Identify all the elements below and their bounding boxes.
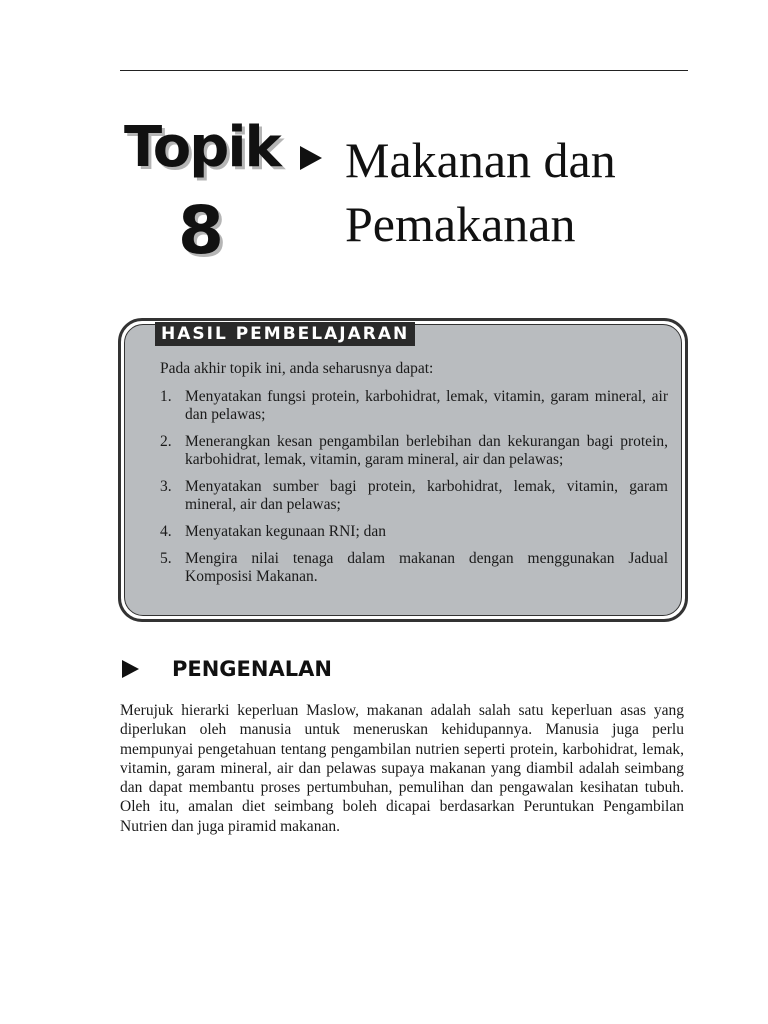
topic-number: 8 [178, 192, 224, 269]
triangle-right-icon [122, 660, 139, 678]
list-item [160, 523, 668, 541]
list-item [160, 388, 668, 424]
list-item-text: Menyatakan sumber bagi protein, karbohidrat, lemak, vitamin, garam mineral, air dan pelawas; [185, 478, 668, 513]
topic-label: Topik [124, 115, 280, 180]
list-item [160, 550, 668, 586]
list-item-number: 5. [160, 550, 172, 567]
list-item-number: 2. [160, 433, 172, 450]
section-heading: PENGENALAN [172, 657, 332, 681]
triangle-right-icon [300, 146, 322, 170]
list-item-number: 3. [160, 478, 172, 495]
chapter-title-line2: Pemakanan [345, 196, 576, 252]
list-item-text: Menerangkan kesan pengambilan berlebihan dan kekurangan bagi protein, karbohidrat, lemak, vitamin, garam mineral, air dan pelawas; [185, 433, 668, 468]
learning-outcomes-list [160, 388, 668, 595]
chapter-title [345, 128, 616, 256]
learning-outcomes-intro: Pada akhir topik ini, anda seharusnya dapat: [160, 360, 434, 377]
body-paragraph: Merujuk hierarki keperluan Maslow, makanan adalah salah satu keperluan asas yang diperlukan oleh manusia untuk meneruskan kehidupannya. Manusia juga perlu mempunyai pengetahuan tentang pengambilan nutrien seperti protein, karbohidrat, lemak, vitamin, garam mineral, air dan pelawas supaya makanan yang diambil adalah seimbang dan dapat membantu proses pertumbuhan, pemulihan dan pengawalan kesihatan tubuh. Oleh itu, amalan diet seimbang boleh dicapai berdasarkan Peruntukan Pengambilan Nutrien dan juga piramid makanan. [120, 702, 684, 835]
chapter-title-line1: Makanan dan [345, 132, 616, 188]
list-item [160, 478, 668, 514]
list-item-text: Menyatakan fungsi protein, karbohidrat, lemak, vitamin, garam mineral, air dan pelawas; [185, 388, 668, 423]
list-item-text: Menyatakan kegunaan RNI; dan [185, 523, 387, 540]
learning-outcomes-label: HASIL PEMBELAJARAN [155, 322, 415, 346]
list-item-number: 4. [160, 523, 172, 540]
list-item-number: 1. [160, 388, 172, 405]
list-item-text: Mengira nilai tenaga dalam makanan dengan menggunakan Jadual Komposisi Makanan. [185, 550, 668, 585]
list-item [160, 433, 668, 469]
header-rule [120, 70, 688, 71]
